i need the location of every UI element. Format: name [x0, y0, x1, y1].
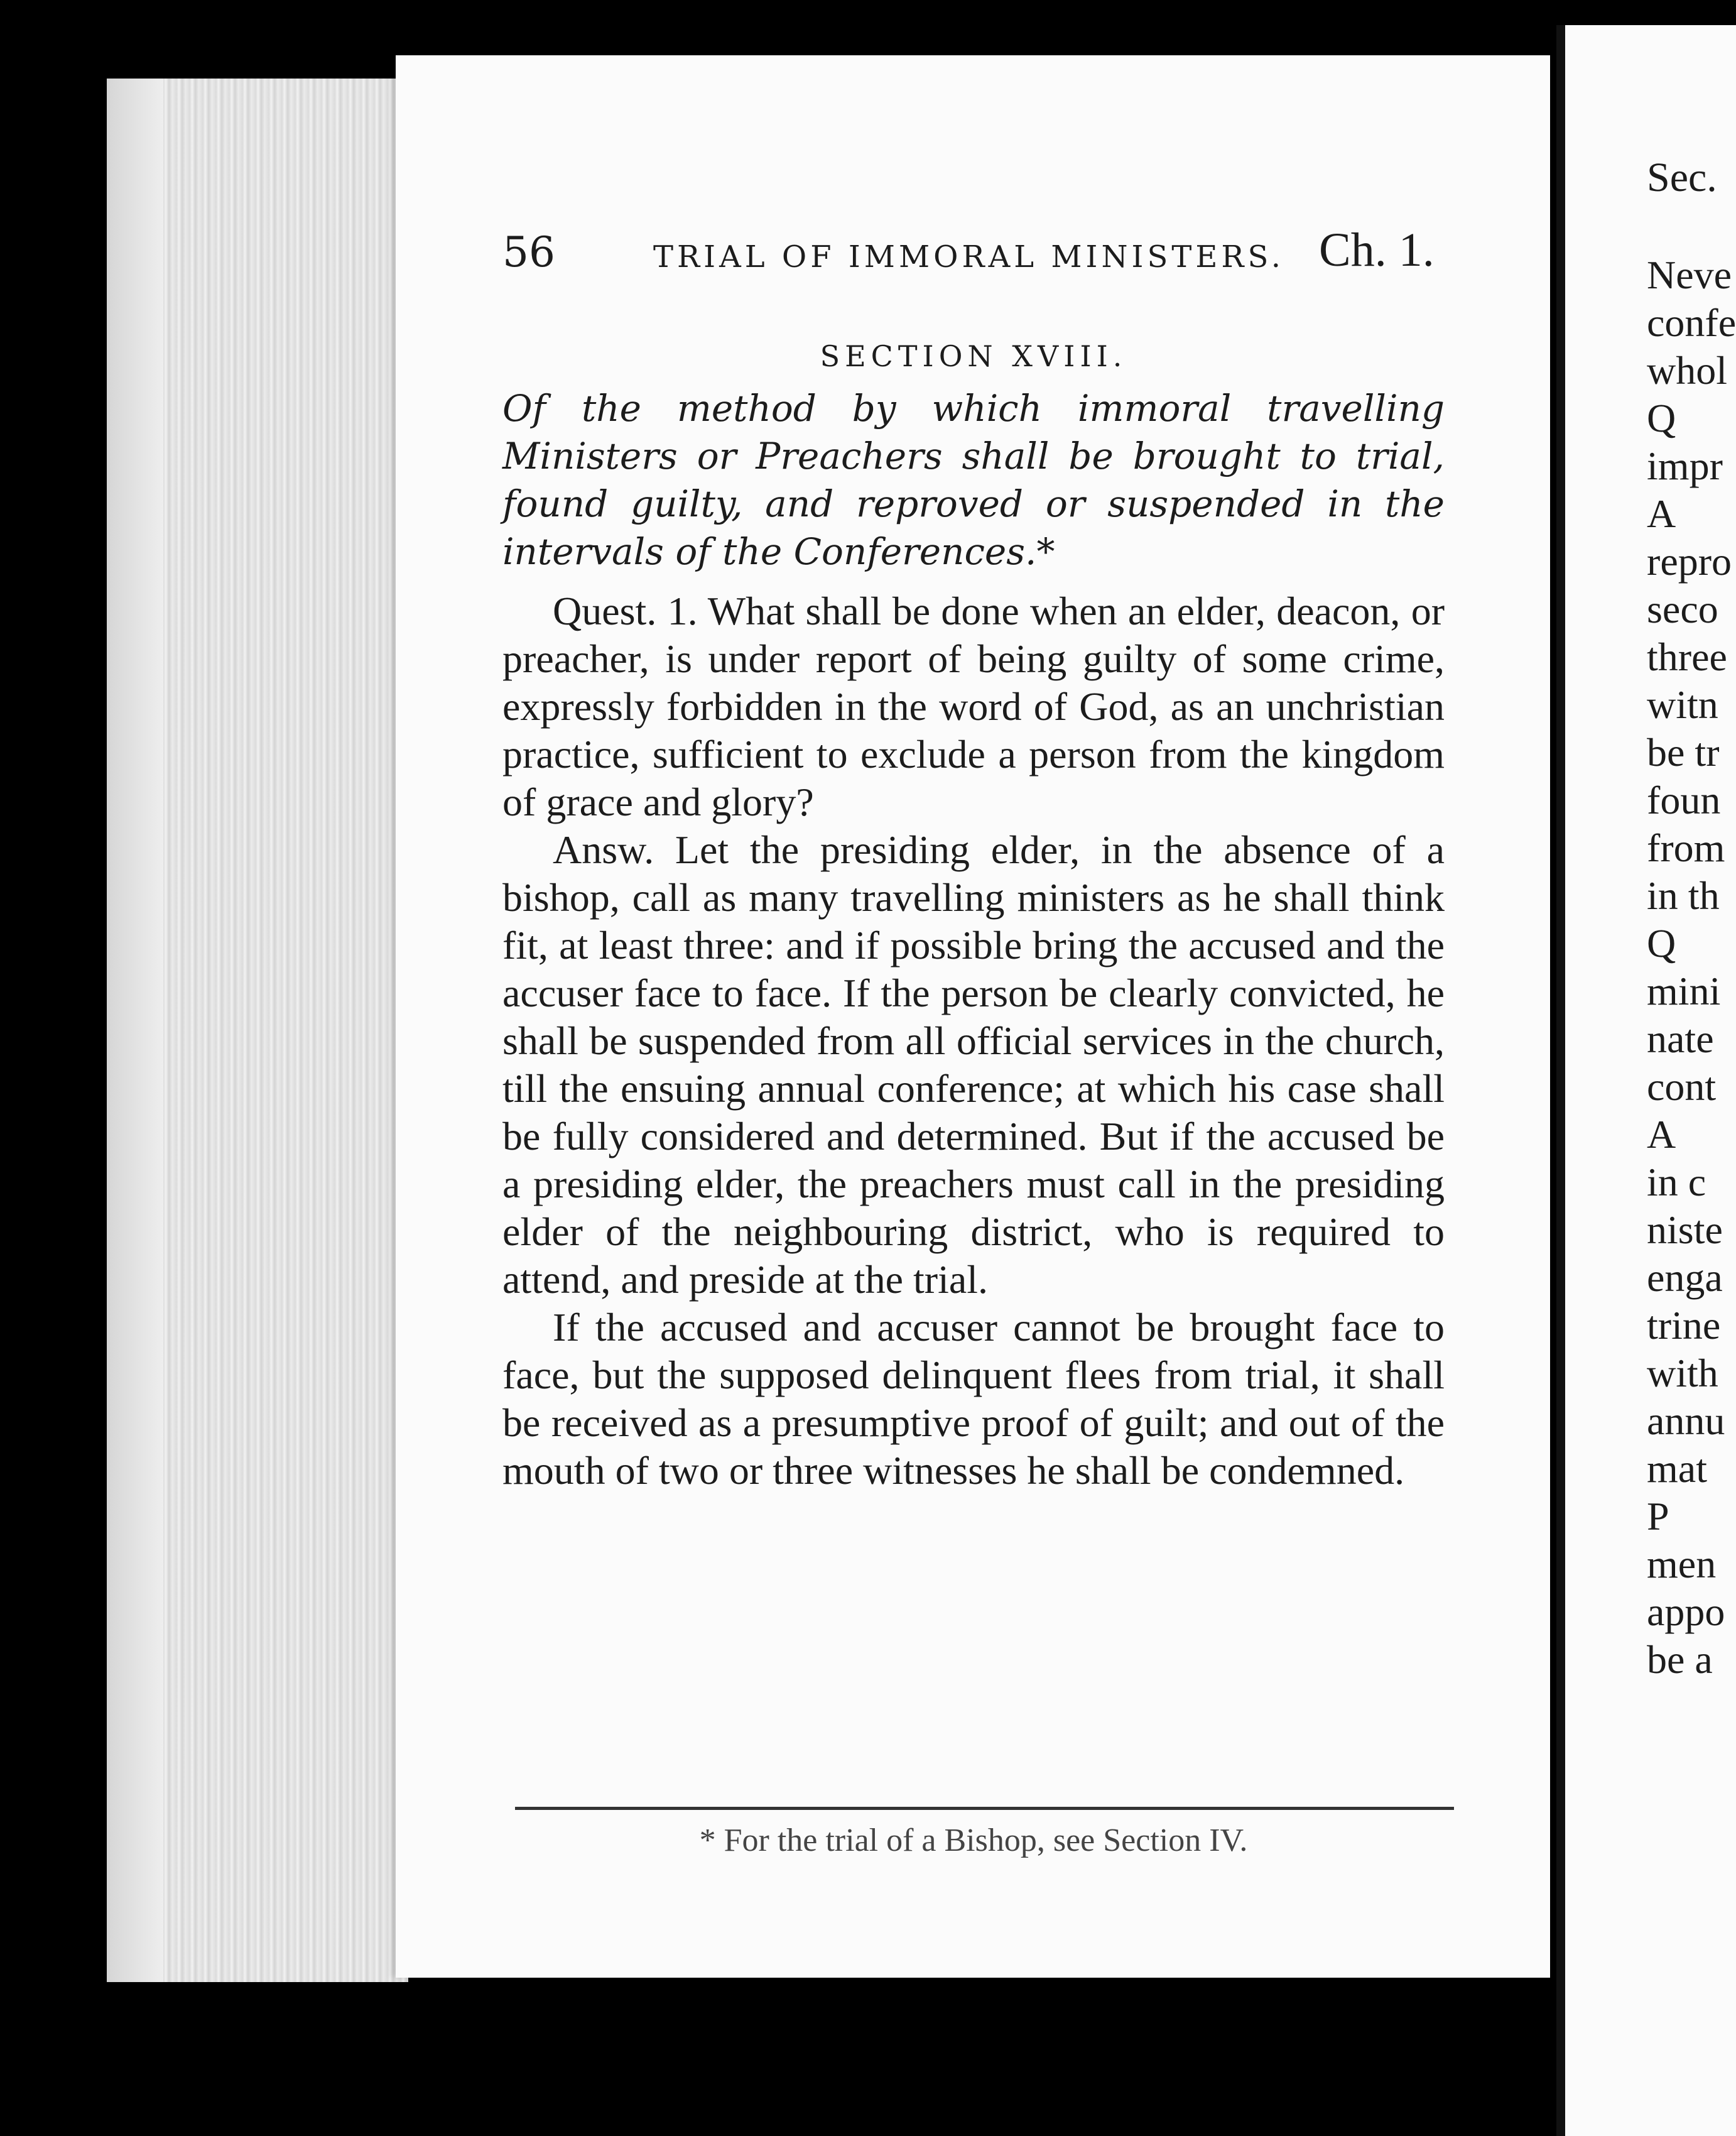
footnote-rule [515, 1807, 1454, 1810]
facing-line: from [1647, 826, 1725, 870]
facing-line: mat [1647, 1446, 1707, 1491]
facing-line: in c [1647, 1160, 1706, 1204]
facing-line: repro [1647, 539, 1732, 584]
facing-line: confe [1647, 300, 1736, 345]
facing-line: cont [1647, 1064, 1717, 1109]
body-text [502, 587, 1445, 1495]
facing-line: impr [1647, 444, 1723, 488]
facing-line: A [1647, 491, 1676, 536]
section-subtitle: Of the method by which immoral travelling Ministers or Preachers shall be brought to trial, found guilty, and reproved or suspended in the intervals of the Conferences.* [502, 387, 1445, 573]
running-title: TRIAL OF IMMORAL MINISTERS. [653, 239, 1284, 275]
facing-line: foun [1647, 778, 1721, 822]
facing-line: three [1647, 635, 1727, 679]
running-head [502, 223, 1445, 292]
facing-line: be tr [1647, 730, 1720, 775]
facing-line: enga [1647, 1255, 1723, 1300]
facing-line: whol [1647, 348, 1727, 393]
chapter-label: Ch. 1. [1319, 224, 1435, 276]
page-number: 56 [502, 228, 555, 276]
facing-line: P [1647, 1494, 1669, 1539]
facing-line: A [1647, 1112, 1676, 1157]
facing-line: men [1647, 1542, 1717, 1586]
paragraph-answer: Answ. Let the presiding elder, in the absence of a bishop, call as many travelling ministers as he shall think fit, at least three: and if possible bring the accused and the accuser face to face. If the person be clearly convicted, he shall be suspended from all official services in the church, till the ensuing annual conference; at which his case shall be fully considered and determined. But if the accused be a presiding elder, the preachers must call in the presiding elder of the neighbouring district, who is required to attend, and preside at the trial. [502, 827, 1445, 1302]
facing-line: trine [1647, 1303, 1721, 1348]
facing-line: nate [1647, 1016, 1714, 1061]
facing-line: witn [1647, 682, 1718, 727]
footnote: * For the trial of a Bishop, see Section IV. [699, 1823, 1248, 1858]
facing-line: mini [1647, 969, 1721, 1013]
facing-line: annu [1647, 1398, 1725, 1443]
book-cover-edge [107, 79, 163, 1982]
facing-line: seco [1647, 587, 1718, 631]
paragraph-delinquent: If the accused and accuser cannot be brought face to face, but the supposed delinquent flees from trial, it shall be received as a presumptive proof of guilt; and out of the mouth of two or three witnesses he shall be condemned. [502, 1305, 1445, 1493]
facing-line: Q [1647, 921, 1676, 966]
facing-line: in th [1647, 873, 1720, 918]
facing-line: Q [1647, 396, 1676, 440]
facing-line: with [1647, 1351, 1718, 1395]
facing-line: niste [1647, 1207, 1723, 1252]
paragraph-question: Quest. 1. What shall be done when an elder, deacon, or preacher, is under report of being guilty of some crime, expressly forbidden in the word of God, as an unchristian practice, sufficient to exclude a person from the kingdom of grace and glory? [502, 589, 1445, 824]
facing-page-head: Sec. [1647, 155, 1717, 200]
facing-line: Neve [1647, 253, 1732, 297]
facing-page-text [1647, 251, 1736, 1684]
facing-line: appo [1647, 1589, 1725, 1634]
section-heading: SECTION XVIII. [820, 339, 1127, 373]
facing-line: be a [1647, 1637, 1713, 1682]
